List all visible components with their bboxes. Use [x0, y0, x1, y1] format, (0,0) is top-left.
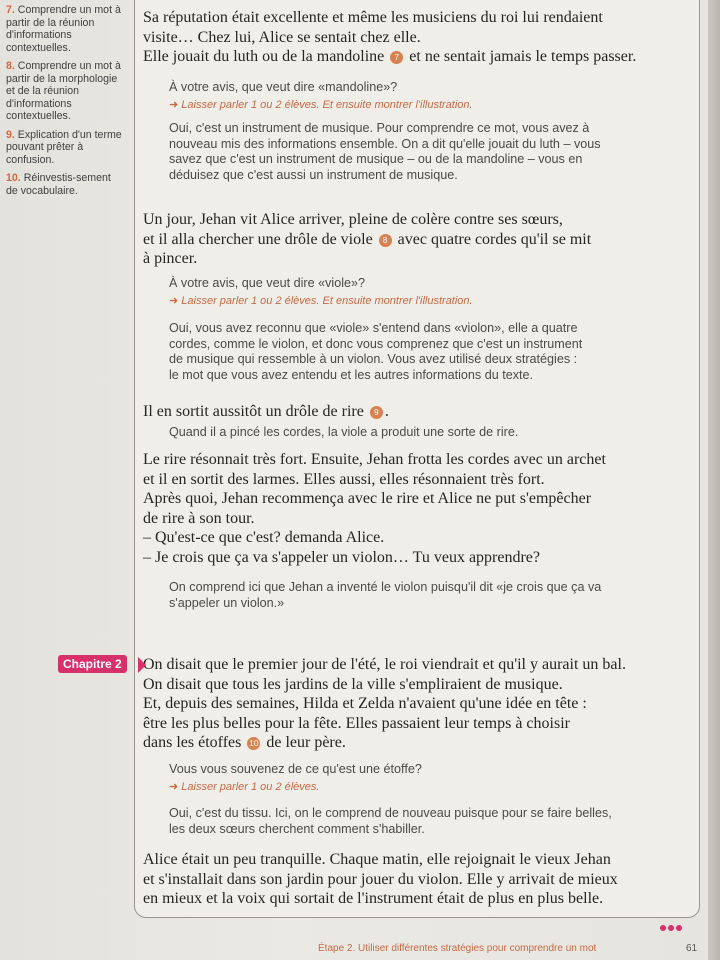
note-number: 10.: [6, 172, 21, 184]
note-badge-7: 7: [390, 51, 403, 64]
story-text: Elle jouait du luth ou de la mandoline: [143, 48, 385, 66]
instruction-text: Laisser parler 1 ou 2 élèves. Et ensuite montrer l'illustration.: [181, 295, 473, 307]
teacher-instruction-2: [135, 295, 720, 308]
answer-rire: Quand il a pincé les cordes, la viole a produit une sorte de rire.: [169, 425, 519, 439]
arrow-right-icon: ➜: [169, 295, 179, 307]
story-line: On disait que tous les jardins de la ville s'empliraient de musique.: [143, 675, 563, 693]
story-text: .: [384, 403, 389, 420]
story-paragraph-5: [135, 655, 713, 753]
question-etoffe: Vous vous souvenez de ce qu'est une étoffe?: [169, 762, 422, 776]
answer-line: le mot que vous avez entendu et les autres informations du texte.: [169, 367, 534, 382]
note-text: Comprendre un mot à partir de la morphologie et de la réunion d'informations contextuelles.: [6, 60, 121, 122]
answer-violon: [135, 580, 720, 611]
note-text: Réinvestis-sement de vocabulaire.: [6, 172, 111, 197]
answer-line: déduisez que c'est aussi un instrument de musique.: [169, 167, 458, 182]
story-line: à pincer.: [143, 250, 198, 268]
teacher-instruction-3: [135, 781, 720, 794]
note-number: 9.: [6, 128, 15, 141]
story-line: Le rire résonnait très fort. Ensuite, Jehan frotta les cordes avec un archet: [143, 451, 606, 468]
answer-line: de musique qui ressemble à un violon. Vous avez utilisé deux stratégies :: [169, 352, 578, 366]
content-box: [134, 0, 700, 918]
story-line: On disait que le premier jour de l'été, le roi viendrait et qu'il y aurait un bal.: [143, 656, 626, 673]
footer-text: Étape 2. Utiliser différentes stratégies pour comprendre un mot: [318, 943, 597, 954]
story-line: [143, 230, 709, 250]
answer-line: cordes, comme le violon, et donc vous comprenez que c'est un instrument: [169, 336, 583, 351]
note-number: 7.: [6, 4, 15, 16]
answer-line: Oui, c'est un instrument de musique. Pour comprendre ce mot, vous avez à: [169, 121, 590, 135]
continuation-dots-icon: [660, 918, 684, 936]
story-line: – Je crois que ça va s'appeler un violon… Tu veux apprendre?: [143, 548, 540, 566]
story-line: en mieux et la voix qui sortait de l'instrument était de plus en plus belle.: [143, 890, 604, 908]
story-line: Et, depuis des semaines, Hilda et Zelda n'avaient qu'une idée en tête :: [143, 695, 587, 713]
answer-line: savez que c'est un instrument de musique – ou de la mandoline – vous en: [169, 152, 583, 166]
answer-line: les deux sœurs cherchent comment s'habiller.: [169, 821, 425, 836]
question-viole: À votre avis, que veut dire «viole»?: [169, 276, 366, 290]
story-line: Alice était un peu tranquille. Chaque matin, elle rejoignait le vieux Jehan: [143, 851, 611, 868]
answer-line: On comprend ici que Jehan a inventé le violon puisqu'il dit «je crois que ça va: [169, 580, 602, 594]
margin-note-10: [6, 172, 124, 197]
teacher-instruction-1: [135, 99, 720, 112]
margin-note-8: [6, 60, 124, 123]
question-mandoline: À votre avis, que veut dire «mandoline»?: [169, 80, 398, 94]
chapter-label: Chapitre 2: [58, 655, 127, 673]
margin-note-7: [6, 4, 124, 54]
story-text: Il en sortit aussitôt un drôle de rire: [143, 403, 364, 420]
answer-line: s'appeler un violon.»: [169, 595, 285, 610]
story-line: Un jour, Jehan vit Alice arriver, pleine de colère contre ses sœurs,: [143, 211, 563, 228]
arrow-right-icon: ➜: [169, 99, 179, 111]
story-line: et il en sortit des larmes. Elles aussi, elles résonnaient très fort.: [143, 470, 545, 488]
arrow-right-icon: ➜: [169, 781, 179, 793]
instruction-text: Laisser parler 1 ou 2 élèves.: [181, 781, 320, 793]
story-line: – Qu'est-ce que c'est? demanda Alice.: [143, 529, 385, 547]
answer-line: Oui, vous avez reconnu que «viole» s'entend dans «violon», elle a quatre: [169, 321, 578, 335]
story-line: [143, 733, 709, 753]
answer-viole: [135, 321, 720, 383]
margin-note-9: [6, 129, 124, 167]
chapter-arrow-icon: [138, 657, 146, 673]
story-paragraph-1: [135, 8, 713, 67]
story-paragraph-6: [135, 850, 713, 909]
instruction-text: Laisser parler 1 ou 2 élèves. Et ensuite montrer l'illustration.: [181, 99, 473, 111]
note-badge-8: 8: [379, 234, 392, 247]
story-line: Sa réputation était excellente et même les musiciens du roi lui rendaient: [143, 9, 603, 26]
story-paragraph-4: [135, 450, 713, 568]
answer-line: nouveau mis des informations ensemble. On a dit qu'elle jouait du luth – vous: [169, 136, 601, 151]
story-line: Après quoi, Jehan recommença avec le rire et Alice ne put s'empêcher: [143, 490, 592, 508]
story-line: et s'installait dans son jardin pour jouer du violon. Elle y arrivait de mieux: [143, 870, 618, 888]
story-text: avec quatre cordes qu'il se mit: [397, 230, 592, 248]
answer-line: Oui, c'est du tissu. Ici, on le comprend de nouveau puisque pour se faire belles,: [169, 806, 612, 820]
story-text: et il alla chercher une drôle de viole: [143, 230, 373, 248]
story-text: dans les étoffes: [143, 734, 242, 752]
note-badge-9: 9: [370, 406, 383, 419]
note-badge-10: 10: [249, 738, 259, 749]
answer-mandoline: [135, 121, 720, 183]
margin-notes: [6, 4, 124, 203]
answer-etoffe: [135, 806, 720, 837]
page-number: 61: [686, 943, 698, 954]
story-line: de rire à son tour.: [143, 509, 255, 527]
story-text: et ne sentait jamais le temps passer.: [409, 48, 637, 66]
story-line: [143, 47, 709, 67]
note-text: Explication d'un terme pouvant prêter à confusion.: [6, 128, 122, 166]
note-text: Comprendre un mot à partir de la réunion d'informations contextuelles.: [6, 4, 121, 54]
note-number: 8.: [6, 60, 15, 72]
story-line: visite… Chez lui, Alice se sentait chez elle.: [143, 28, 421, 46]
story-paragraph-3: [135, 402, 713, 422]
story-paragraph-2: [135, 210, 713, 269]
story-text: de leur père.: [266, 734, 346, 752]
story-line: être les plus belles pour la fête. Elles passaient leur temps à choisir: [143, 714, 570, 732]
